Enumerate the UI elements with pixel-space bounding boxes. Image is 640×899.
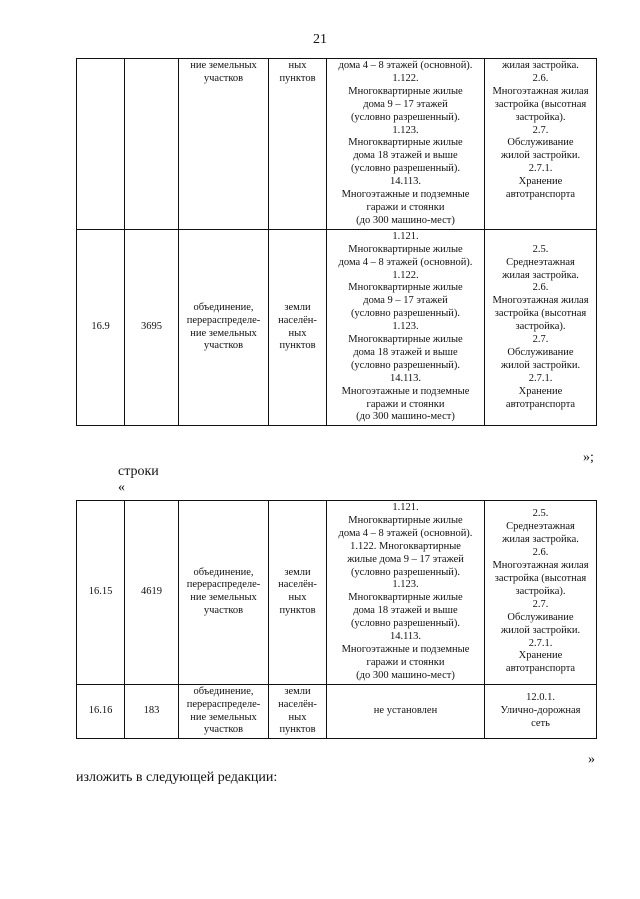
- permitted-use-cell: [327, 229, 485, 426]
- table-row: [77, 684, 597, 739]
- cell-text-line: Среднеэтажная: [506, 256, 575, 268]
- cell-text-line: 2.7.1.: [528, 163, 553, 175]
- cell-text-line: 1.123.: [392, 321, 419, 333]
- land-category-cell: [269, 501, 327, 685]
- cell-text-line: 1.121.: [392, 230, 419, 242]
- cell-text-line: Многоквартирные жилые: [348, 334, 463, 346]
- cell-text-line: автотранспорта: [505, 398, 576, 410]
- cell-text-line: жилой застройки.: [500, 150, 581, 162]
- cell-text-line: участков: [203, 340, 244, 352]
- cell-text-line: 1.122. Многоквартирные: [350, 540, 461, 552]
- cell-text-line: земли: [284, 301, 311, 313]
- page-number: 21: [313, 32, 327, 47]
- land-plot-table-1: [76, 58, 597, 426]
- cell-text-line: Многоэтажная жилая: [492, 295, 589, 307]
- cell-text-line: населён-: [278, 314, 317, 326]
- cell-text-line: 14.113.: [389, 176, 422, 188]
- cell-text-line: ние земельных: [190, 711, 257, 723]
- cell-text-line: 1.122.: [392, 72, 419, 84]
- cell-text-line: ных: [288, 592, 307, 604]
- use-code-cell: [485, 59, 597, 230]
- cell-text-line: жилой застройки.: [500, 624, 581, 636]
- cell-text-line: жилая застройка.: [502, 269, 579, 281]
- cell-text-line: населён-: [278, 698, 317, 710]
- cell-text-line: 2.7.1.: [528, 372, 553, 384]
- cell-text-line: жилая застройка.: [502, 534, 579, 546]
- cell-text-line: ние земельных: [190, 327, 257, 339]
- cell-text-line: пунктов: [279, 340, 316, 352]
- cell-text-line: 2.7.: [532, 334, 549, 346]
- cell-text-line: Многоквартирные жилые: [348, 514, 463, 526]
- cell-text-line: (условно разрешенный).: [350, 618, 461, 630]
- land-category-cell: [269, 684, 327, 739]
- table-row: [77, 501, 597, 685]
- cell-text-line: дома 4 – 8 этажей (основной).: [338, 527, 473, 539]
- cell-text-line: Многоквартирные жилые: [348, 243, 463, 255]
- cell-text-line: (до 300 машино-мест): [356, 669, 455, 681]
- cell-text-line: застройка (высотная: [494, 308, 587, 320]
- use-code-cell: [485, 684, 597, 739]
- row-number-cell: [77, 59, 125, 230]
- cell-text-line: Обслуживание: [507, 346, 574, 358]
- cell-text-line: ных: [288, 711, 307, 723]
- cell-text-line: Многоэтажные и подземные: [341, 385, 470, 397]
- area-cell: 4619: [125, 501, 179, 685]
- cell-text-line: перераспределе-: [186, 698, 261, 710]
- cell-text-line: пунктов: [279, 605, 316, 617]
- cell-text-line: автотранспорта: [505, 663, 576, 675]
- land-plot-table-2: [76, 500, 597, 739]
- cell-text-line: гаражи и стоянки: [366, 201, 445, 213]
- cell-text-line: (условно разрешенный).: [350, 359, 461, 371]
- cell-text-line: Хранение: [518, 650, 563, 662]
- cell-text-line: 1.122.: [392, 269, 419, 281]
- cell-text-line: Обслуживание: [507, 611, 574, 623]
- use-code-cell: [485, 501, 597, 685]
- row-number-cell: 16.9: [77, 229, 125, 426]
- cell-text-line: Хранение: [518, 176, 563, 188]
- cell-text-line: Многоквартирные жилые: [348, 282, 463, 294]
- cell-text-line: жилая застройка.: [502, 60, 579, 71]
- cell-text-line: Хранение: [518, 385, 563, 397]
- cell-text-line: Многоквартирные жилые: [348, 592, 463, 604]
- cell-text-line: 14.113.: [389, 372, 422, 384]
- method-cell: [179, 501, 269, 685]
- cell-text-line: 2.6.: [532, 282, 549, 294]
- cell-text-line: гаражи и стоянки: [366, 398, 445, 410]
- permitted-use-cell: [327, 59, 485, 230]
- land-category-cell: [269, 229, 327, 426]
- cell-text-line: дома 9 – 17 этажей: [363, 295, 448, 307]
- cell-text-line: застройка).: [515, 585, 566, 597]
- cell-text-line: 2.7.: [532, 124, 549, 136]
- rows-label: строки: [118, 464, 159, 479]
- cell-text-line: объединение,: [193, 685, 254, 697]
- cell-text-line: участков: [203, 724, 244, 736]
- cell-text-line: 2.7.: [532, 598, 549, 610]
- cell-text-line: перераспределе-: [186, 579, 261, 591]
- row-number-cell: 16.15: [77, 501, 125, 685]
- cell-text-line: Обслуживание: [507, 137, 574, 149]
- cell-text-line: Многоквартирные жилые: [348, 137, 463, 149]
- cell-text-line: перераспределе-: [186, 314, 261, 326]
- cell-text-line: 2.5.: [532, 508, 549, 520]
- table-row: [77, 229, 597, 426]
- cell-text-line: земли: [284, 685, 311, 697]
- cell-text-line: (до 300 машино-мест): [356, 214, 455, 226]
- cell-text-line: Многоэтажная жилая: [492, 85, 589, 97]
- cell-text-line: 2.7.1.: [528, 637, 553, 649]
- permitted-use-cell: [327, 501, 485, 685]
- cell-text-line: 1.121.: [392, 502, 419, 513]
- cell-text-line: жилые дома 9 – 17 этажей: [347, 553, 464, 565]
- row-number-cell: 16.16: [77, 684, 125, 739]
- area-cell: 3695: [125, 229, 179, 426]
- cell-text-line: 2.6.: [532, 72, 549, 84]
- cell-text-line: жилой застройки.: [500, 359, 581, 371]
- cell-text-line: населён-: [278, 579, 317, 591]
- cell-text-line: дома 18 этажей и выше: [353, 605, 458, 617]
- cell-text-line: Среднеэтажная: [506, 521, 575, 533]
- cell-text-line: объединение,: [193, 566, 254, 578]
- cell-text-line: дома 9 – 17 этажей: [363, 98, 448, 110]
- closing-quote: »: [588, 752, 595, 767]
- area-cell: [125, 59, 179, 230]
- cell-text-line: земли: [284, 566, 311, 578]
- instruction-text: изложить в следующей редакции:: [76, 770, 278, 785]
- cell-text-line: Улично-дорожная: [500, 705, 581, 717]
- cell-text-line: 1.123.: [392, 579, 419, 591]
- cell-text-line: автотранспорта: [505, 189, 576, 201]
- cell-text-line: Многоэтажная жилая: [492, 560, 589, 572]
- cell-text-line: (условно разрешенный).: [350, 308, 461, 320]
- opening-quote: «: [118, 480, 125, 495]
- cell-text-line: дома 4 – 8 этажей (основной).: [338, 60, 473, 71]
- cell-text-line: застройка (высотная: [494, 572, 587, 584]
- cell-text-line: Многоквартирные жилые: [348, 85, 463, 97]
- cell-text-line: ных: [288, 327, 307, 339]
- cell-text-line: сеть: [531, 717, 550, 729]
- use-code-cell: [485, 229, 597, 426]
- cell-text-line: пунктов: [279, 724, 316, 736]
- cell-text-line: 12.0.1.: [526, 692, 555, 704]
- cell-text-line: 2.6.: [532, 547, 549, 559]
- method-cell: [179, 229, 269, 426]
- permitted-use-cell: не установлен: [327, 684, 485, 739]
- cell-text-line: Многоэтажные и подземные: [341, 643, 470, 655]
- cell-text-line: застройка).: [515, 321, 566, 333]
- cell-text-line: застройка).: [515, 111, 566, 123]
- cell-text-line: гаражи и стоянки: [366, 656, 445, 668]
- cell-text-line: застройка (высотная: [494, 98, 587, 110]
- table-row: [77, 59, 597, 230]
- land-category-cell: ных пунктов: [269, 59, 327, 230]
- cell-text-line: (условно разрешенный).: [350, 163, 461, 175]
- area-cell: 183: [125, 684, 179, 739]
- method-cell: ние земельных участков: [179, 59, 269, 230]
- cell-text-line: 14.113.: [389, 631, 422, 643]
- cell-text-line: ние земельных: [190, 592, 257, 604]
- cell-text-line: Многоэтажные и подземные: [341, 189, 470, 201]
- closing-quote: »;: [583, 450, 594, 465]
- cell-text-line: дома 4 – 8 этажей (основной).: [338, 256, 473, 268]
- method-cell: [179, 684, 269, 739]
- cell-text-line: дома 18 этажей и выше: [353, 346, 458, 358]
- cell-text-line: дома 18 этажей и выше: [353, 150, 458, 162]
- cell-text-line: участков: [203, 605, 244, 617]
- cell-text-line: 1.123.: [392, 124, 419, 136]
- cell-text-line: (до 300 машино-мест): [356, 411, 455, 423]
- cell-text-line: объединение,: [193, 301, 254, 313]
- cell-text-line: (условно разрешенный).: [350, 111, 461, 123]
- cell-text-line: (условно разрешенный).: [350, 566, 461, 578]
- cell-text-line: 2.5.: [532, 243, 549, 255]
